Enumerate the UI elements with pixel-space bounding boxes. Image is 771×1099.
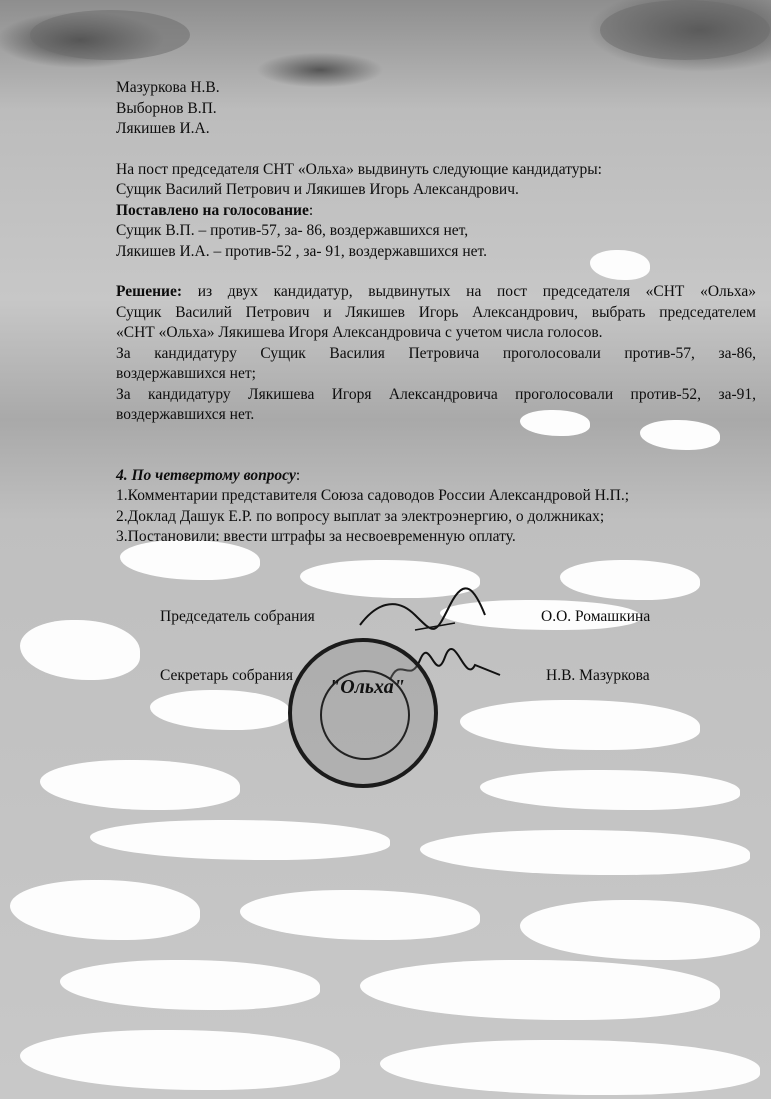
decision-line: Решение: из двух кандидатур, выдвинутых на пост председателя «СНТ «Ольха»	[116, 283, 756, 300]
nomination-text: На пост председателя СНТ «Ольха» выдвинуть следующие кандидатуры:	[116, 160, 602, 178]
decision-line: Сущик Василий Петрович и Лякишев Игорь Александрович, выбрать председателем	[116, 303, 756, 321]
organization-stamp	[288, 638, 438, 788]
participant-line: Мазуркова Н.В.	[116, 79, 220, 96]
chair-label: Председатель собрания	[160, 608, 315, 625]
nomination-text: Сущик Василий Петрович и Лякишев Игорь Александрович.	[116, 181, 519, 198]
chair-signature	[355, 585, 495, 645]
decision-line: «СНТ «Ольха» Лякишева Игоря Александровича с учетом числа голосов.	[116, 324, 603, 341]
secretary-label: Секретарь собрания	[160, 667, 293, 684]
document-body	[116, 78, 756, 548]
vote-heading: Поставлено на голосование:	[116, 201, 314, 219]
secretary-name: Н.В. Мазуркова	[546, 667, 650, 684]
question-item: 3.Постановили: ввести штрафы за несвоевременную оплату.	[116, 528, 516, 545]
decision-line: воздержавшихся нет;	[116, 365, 256, 382]
participant-line: Лякишев И.А.	[116, 120, 210, 137]
decision-line: За кандидатуру Лякишева Игоря Александровича проголосовали против-52, за-91,	[116, 385, 756, 403]
chair-name: О.О. Ромашкина	[541, 608, 651, 625]
question-heading: 4. По четвертому вопросу:	[116, 466, 301, 484]
participant-line: Выборнов В.П.	[116, 99, 217, 117]
stamp-name: "Ольха"	[329, 676, 405, 698]
decision-line: воздержавшихся нет.	[116, 406, 255, 423]
vote-result: Сущик В.П. – против-57, за- 86, воздержавшихся нет,	[116, 222, 469, 239]
question-item: 2.Доклад Дашук Е.Р. по вопросу выплат за электроэнергию, о должниках;	[116, 507, 605, 525]
question-item: 1.Комментарии представителя Союза садоводов России Александровой Н.П.;	[116, 487, 630, 504]
vote-result: Лякишев И.А. – против-52 , за- 91, воздержавшихся нет.	[116, 242, 487, 260]
decision-line: За кандидатуру Сущик Василия Петровича проголосовали против-57, за-86,	[116, 344, 756, 362]
